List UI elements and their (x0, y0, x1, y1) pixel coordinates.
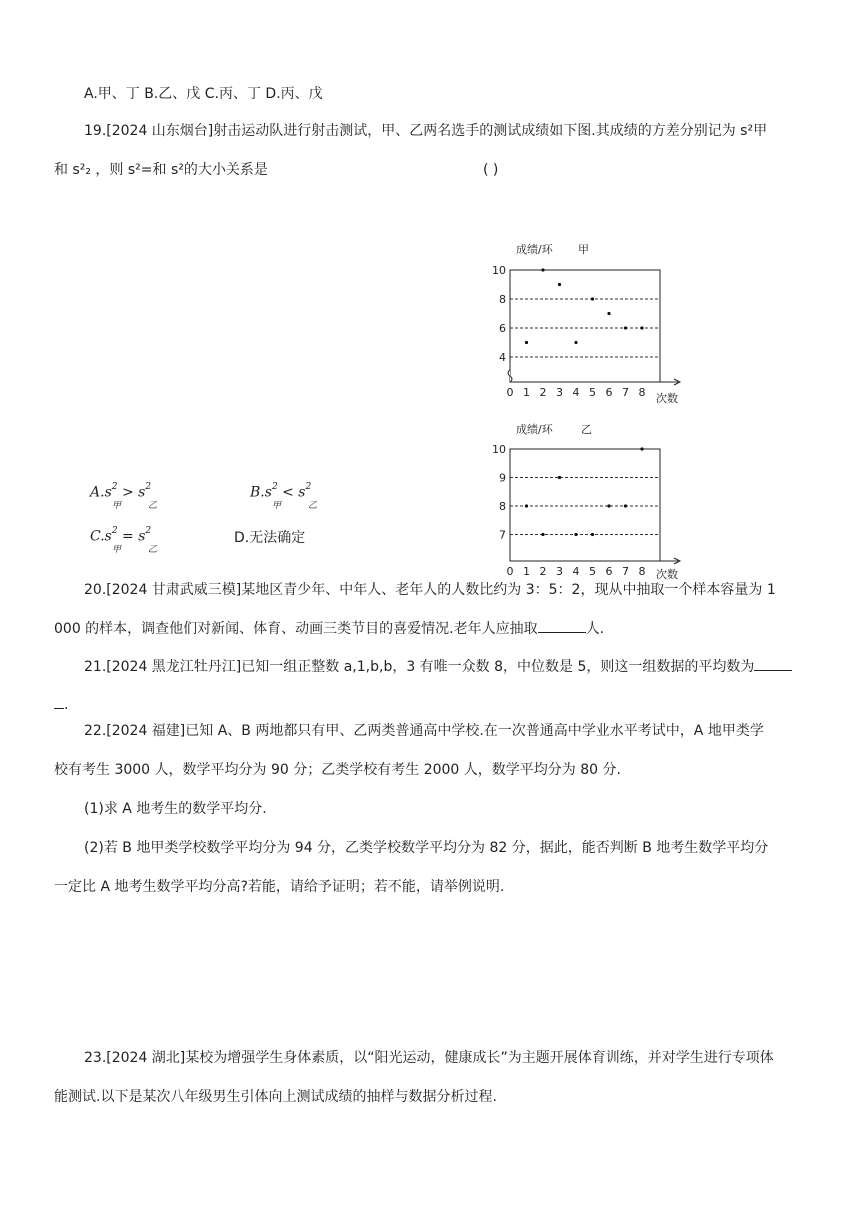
q20-line2 (54, 618, 604, 639)
yi-data-point (607, 504, 610, 507)
jia-ytick-label: 10 (492, 264, 506, 277)
yi-xtick-label: 6 (605, 565, 613, 578)
jia-xtick-label: 6 (605, 386, 613, 399)
q23-line2: 能测试.以下是某次八年级男生引体向上测试成绩的抽样与数据分析过程. (54, 1089, 497, 1105)
q23-line1: 23.[2024 湖北]某校为增强学生身体素质，以“阳光运动，健康成长”为主题开展体育训练，并对学生进行专项体 (84, 1050, 774, 1066)
q19-line1: 19.[2024 山东烟台]射击运动队进行射击测试，甲、乙两名选手的测试成绩如下图.其成绩的方差分别记为 s²甲 (84, 123, 768, 139)
q20-line1: 20.[2024 甘肃武威三模]某地区青少年、中年人、老年人的人数比约为 3：5：2，现从中抽取一个样本容量为 1 (84, 582, 776, 598)
jia-data-point (525, 341, 528, 344)
q19-option-b[interactable]: $B.s^2 < s^2$ 甲 乙 (250, 482, 318, 511)
q21-line2-text: . (64, 697, 69, 713)
chart-jia-frame (510, 270, 660, 382)
yi-data-point (574, 533, 577, 536)
q20-answer-blank[interactable] (538, 618, 586, 633)
jia-xtick-label: 2 (539, 386, 547, 399)
jia-ytick-label: 4 (499, 351, 506, 364)
yi-data-point (541, 533, 544, 536)
jia-ytick-label: 6 (499, 322, 506, 335)
yi-data-point (525, 504, 528, 507)
q19-line2: 和 s²₂ ，则 s²=和 s²的大小关系是 (54, 162, 268, 178)
jia-xtick-label: 7 (622, 386, 629, 399)
chart-yi-frame (510, 449, 660, 561)
jia-xtick-label: 5 (589, 386, 596, 399)
yi-ytick-label: 9 (499, 471, 506, 485)
q21-line2 (54, 694, 68, 715)
q21-answer-blank-cont[interactable] (54, 694, 64, 709)
jia-data-point (607, 312, 610, 315)
chart-jia-ylabel: 成绩/环 (516, 243, 553, 256)
jia-xtick-label: 4 (572, 386, 580, 399)
jia-data-point (558, 283, 561, 286)
q18-options: A.甲、丁 B.乙、戊 C.丙、丁 D.丙、戊 (84, 86, 323, 102)
jia-data-point (640, 326, 643, 329)
jia-xtick-label: 1 (523, 386, 530, 399)
jia-data-point (591, 297, 594, 300)
yi-data-point (640, 447, 643, 450)
yi-xtick-label: 3 (556, 565, 563, 578)
q19-option-d[interactable]: D.无法确定 (234, 530, 306, 546)
yi-xtick-label: 4 (572, 565, 580, 578)
yi-xtick-label: 2 (539, 565, 547, 578)
q19-option-c[interactable]: $C.s^2 = s^2$ 甲 乙 (90, 526, 158, 555)
chart-jia-xlabel: 次数 (656, 392, 678, 405)
jia-ytick-label: 8 (499, 293, 506, 306)
q20-line2-end: 人. (585, 621, 605, 637)
jia-data-point (624, 326, 627, 329)
yi-xtick-label: 8 (638, 565, 646, 578)
yi-ytick-label: 8 (499, 500, 506, 513)
chart-jia (490, 236, 700, 408)
yi-ytick-label: 10 (492, 443, 506, 456)
q21-line1 (84, 656, 792, 677)
q21-line1-text: 21.[2024 黑龙江牡丹江]已知一组正整数 a,1,b,b，3 有唯一众数 8，中位数是 5，则这一组数据的平均数为 (84, 659, 755, 675)
jia-data-point (541, 268, 544, 271)
q20-line2-text: 000 的样本，调查他们对新闻、体育、动画三类节目的喜爱情况.老年人应抽取 (54, 621, 538, 637)
jia-xtick-label: 0 (506, 386, 514, 399)
chart-yi-xlabel: 次数 (656, 568, 678, 581)
jia-xtick-label: 3 (556, 386, 563, 399)
jia-xtick-label: 8 (638, 386, 646, 399)
chart-jia-title: 甲 (578, 243, 589, 256)
yi-xtick-label: 1 (523, 565, 530, 578)
yi-data-point (591, 533, 594, 536)
q22-part2-line1: (2)若 B 地甲类学校数学平均分为 94 分，乙类学校数学平均分为 82 分，据此，能否判断 B 地考生数学平均分 (84, 840, 769, 856)
yi-data-point (624, 504, 627, 507)
yi-xtick-label: 5 (589, 565, 596, 578)
chart-jia-axis-break (508, 370, 512, 382)
q19-option-a[interactable]: $A.s^2 > s^2$ 甲 乙 (90, 482, 158, 511)
yi-xtick-label: 7 (622, 565, 629, 578)
yi-data-point (558, 476, 561, 479)
q22-part2-line2: 一定比 A 地考生数学平均分高?若能，请给予证明；若不能，请举例说明. (54, 879, 505, 895)
chart-yi-ylabel: 成绩/环 (516, 423, 553, 436)
yi-xtick-label: 0 (506, 565, 514, 578)
q22-line1: 22.[2024 福建]已知 A、B 两地都只有甲、乙两类普通高中学校.在一次普通高中学业水平考试中，A 地甲类学 (84, 723, 764, 739)
jia-data-point (574, 341, 577, 344)
chart-yi-title: 乙 (581, 423, 592, 436)
q21-answer-blank[interactable] (754, 656, 792, 671)
q19-answer-bracket: ( ) (483, 162, 499, 178)
yi-ytick-label: 7 (499, 528, 506, 542)
q22-line2: 校有考生 3000 人，数学平均分为 90 分；乙类学校有考生 2000 人，数学平均分为 80 分. (54, 762, 621, 778)
chart-yi (490, 416, 700, 586)
q22-part1: (1)求 A 地考生的数学平均分. (84, 801, 267, 817)
